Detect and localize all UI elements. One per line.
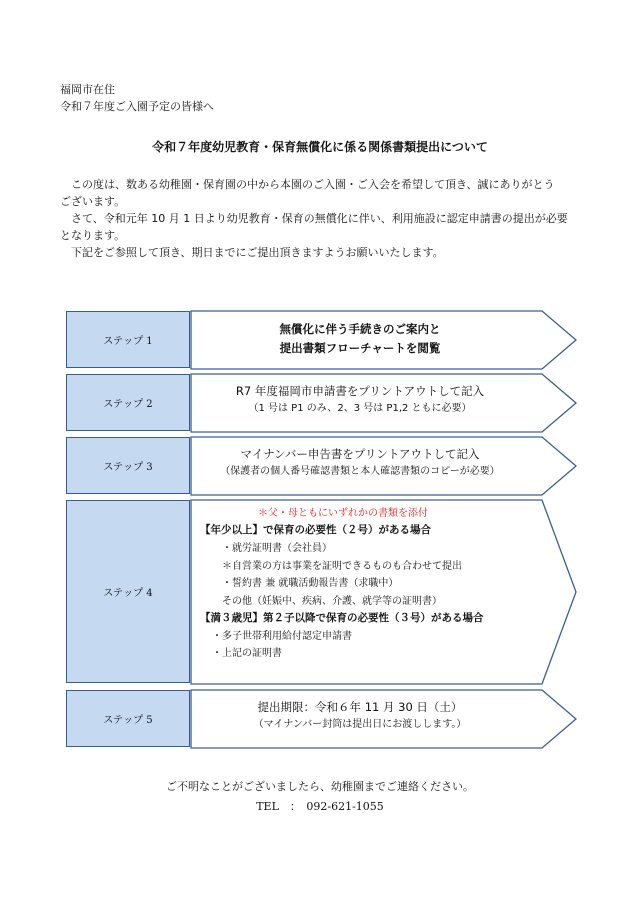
document-title: 令和７年度幼児教育・保育無償化に係る関係書類提出について [152,140,488,154]
step-4-item: その他（妊娠中、疾病、介護、就学等の証明書） [222,596,442,607]
step-5-content [195,698,525,733]
step-4-item: ・上記の証明書 [212,648,282,659]
step-3-label: ステップ 3 [66,437,190,494]
step-4-item: ・就労証明書（会社員） [222,543,332,554]
recipient-city: 福岡市在住 [60,83,115,96]
recipient-group: 令和７年度ご入園予定の皆様へ [60,100,214,113]
step-1-line: 提出書類フローチャートを閲覧 [279,341,441,355]
intro-paragraph [60,176,590,261]
step-2-label: ステップ 2 [66,374,190,431]
contact-text: ご不明なことがございましたら、幼稚園までご連絡ください。 [166,780,474,793]
step-4-label: ステップ 4 [66,500,190,683]
intro-line: この度は、数ある幼稚園・保育園の中から本園のご入園・ご入会を希望して頂き、誠にありがとう [60,178,555,191]
step-5-main: 提出期限：令和６年 11 月 30 日（土） [257,700,463,714]
step-4-section2-title: 【満３歳児】第２子以降で保育の必要性（３号）がある場合 [200,612,484,624]
step-3-sub: （保護者の個人番号確認書類と本人確認書類のコピーが必要） [220,466,500,477]
step-4-section1-title: 【年少以上】で保育の必要性（２号）がある場合 [200,524,431,536]
step-2-main: R7 年度福岡市申請書をプリントアウトして記入 [235,384,485,398]
intro-line: となります。 [60,229,126,242]
intro-line: ございます。 [60,195,126,208]
intro-line: 下記をご参照して頂き、期日までにご提出頂きますようお願いいたします。 [60,246,444,259]
step-4-item: ・誓約書 兼 就職活動報告書（求職中） [222,578,399,589]
intro-line: さて、令和元年 10 月 1 日より幼児教育・保育の無償化に伴い、利用施設に認定申請書の提出が必要 [60,212,568,225]
step-4-note: ＊父・母ともにいずれかの書類を添付 [258,508,428,519]
step-4-item: ・多子世帯利用給付認定申請書 [212,631,352,642]
step-1-label: ステップ 1 [66,311,190,368]
step-3-main: マイナンバー申告書をプリントアウトして記入 [240,447,480,461]
phone-number: TEL ： 092-621-1055 [256,800,384,813]
step-1-line: 無償化に伴う手続きのご案内と [279,322,441,336]
step-5-sub: （マイナンバー封筒は提出日にお渡しします。） [253,719,467,730]
step-1-content [195,320,525,358]
step-2-sub: （1 号は P1 のみ、2、3 号は P1,2 ともに必要） [248,403,472,414]
step-5-label: ステップ 5 [66,690,190,747]
step-3-content [195,445,525,480]
step-2-content [195,382,525,417]
step-4-item: ＊自営業の方は事業を証明できるものも合わせて提出 [222,561,462,572]
